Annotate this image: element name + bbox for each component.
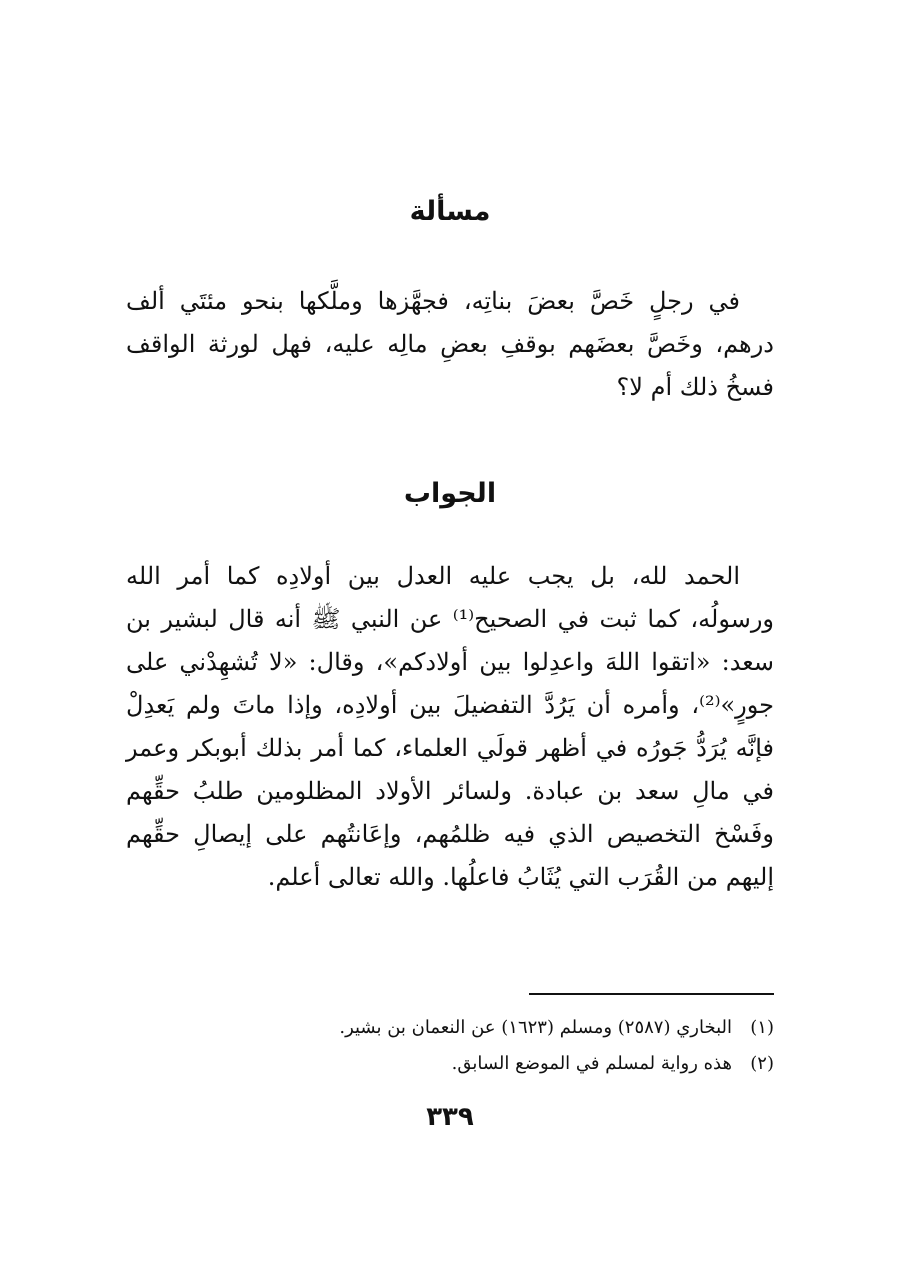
answer-line: إليهم من القُرَب التي يُثَابُ فاعلُها. والله تعالى أعلم. bbox=[267, 863, 774, 891]
question-heading: مسألة bbox=[409, 196, 491, 227]
footnotes bbox=[126, 1010, 774, 1082]
question-line: في رجلٍ خَصَّ بعضَ بناتِه، فجهَّزها وملَّكها بنحو مئتَي ألف bbox=[126, 287, 740, 315]
answer-line: فإنَّه يُرَدُّ جَورُه في أظهر قولَي العلماء، كما أمر بذلك أبوبكر وعمر bbox=[126, 734, 774, 762]
page-number: ٣٣٩ bbox=[426, 1102, 474, 1132]
question-line: درهم، وخَصَّ بعضَهم بوقفِ بعضِ مالِه عليه، فهل لورثة الواقف bbox=[126, 330, 774, 358]
footnote-text: البخاري (٢٥٨٧) ومسلم (١٦٢٣) عن النعمان بن بشير. bbox=[339, 1017, 732, 1038]
answer-paragraph bbox=[126, 555, 774, 899]
question-paragraph bbox=[126, 280, 774, 409]
answer-line: وفَسْخ التخصيص الذي فيه ظلمُهم، وإعَانتُهم على إيصالِ حقِّهم bbox=[126, 820, 774, 848]
footnote-item bbox=[126, 1010, 774, 1046]
answer-line: الحمد لله، بل يجب عليه العدل بين أولادِه كما أمر الله bbox=[126, 562, 740, 590]
question-line: فسخُ ذلك أم لا؟ bbox=[616, 373, 774, 401]
footnote-item bbox=[126, 1046, 774, 1082]
footnote-text: هذه رواية لمسلم في الموضع السابق. bbox=[451, 1053, 732, 1074]
footnote-number: (٢) bbox=[750, 1053, 774, 1074]
answer-line: ورسولُه، كما ثبت في الصحيح⁽¹⁾ عن النبي ﷺ أنه قال لبشير بن bbox=[126, 605, 775, 633]
answer-line: في مالِ سعد بن عبادة. ولسائر الأولاد المظلومين طلبُ حقِّهم bbox=[126, 777, 774, 805]
footnote-number: (١) bbox=[750, 1017, 774, 1038]
answer-line: جورٍ»⁽²⁾، وأمره أن يَرُدَّ التفضيلَ بين أولادِه، وإذا ماتَ ولم يَعدِلْ bbox=[126, 691, 774, 719]
footnote-divider bbox=[529, 993, 774, 995]
answer-line: سعد: «اتقوا اللهَ واعدِلوا بين أولادكم»، وقال: «لا تُشهِدْني على bbox=[126, 648, 774, 676]
answer-heading: الجواب bbox=[403, 478, 497, 509]
